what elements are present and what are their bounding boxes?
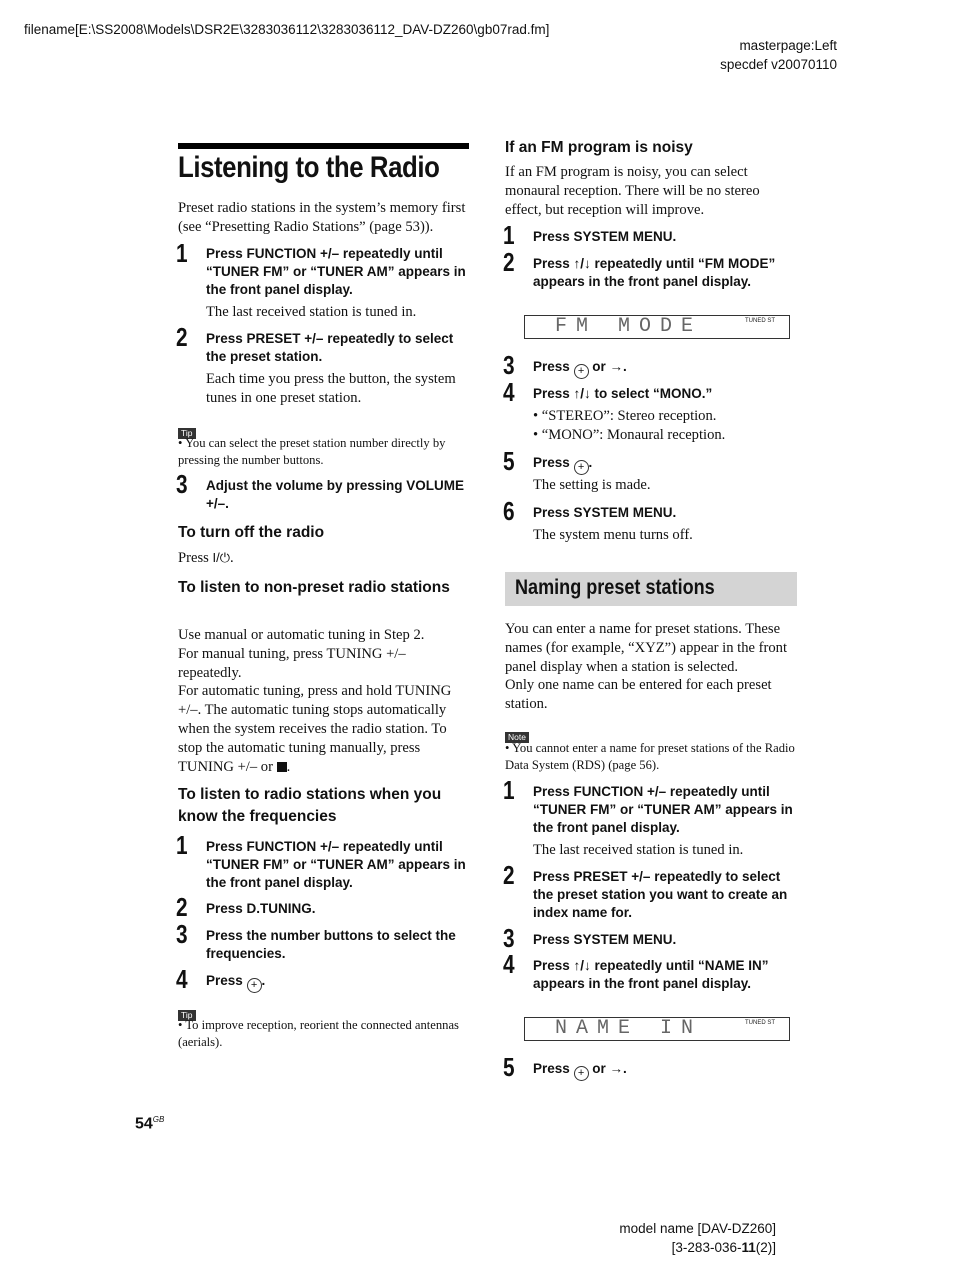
step-text: Press ↑/↓ repeatedly until “FM MODE” appears in the front panel display. [533,256,776,289]
step-number: 3 [176,919,188,949]
mode-option-stereo: • “STEREO”: Stereo reception. [533,408,717,424]
masterpage-label: masterpage:Left [739,38,837,53]
step-number: 1 [176,238,188,268]
title-rule [178,143,469,149]
step-number: 4 [176,964,188,994]
step-text: Press + . [533,455,593,473]
page-title: Listening to the Radio [178,151,440,184]
step-number: 4 [503,949,515,979]
section-header [505,572,797,606]
document-code: [3-283-036-11(2)] [671,1240,776,1255]
step-text: Press + . [206,973,266,991]
front-panel-display [524,315,790,339]
step-text: Press + or →. [533,1061,627,1079]
tip-badge: Tip [178,1005,196,1023]
step-text: Press FUNCTION +/– repeatedly until “TUNER FM” or “TUNER AM” appears in the front panel display. [206,246,466,297]
step-text: Press the number buttons to select the frequencies. [206,928,456,961]
naming-intro: You can enter a name for preset stations. These names (for example, “XYZ”) appear in the front panel display when a station is selected. Only one name can be entered for each preset station. [505,621,788,713]
step-number: 6 [503,496,515,526]
tip-text: • You can select the preset station number directly by pressing the number buttons. [178,436,446,467]
step-text: Press ↑/↓ repeatedly until “NAME IN” appears in the front panel display. [533,958,769,991]
step-number: 2 [176,892,188,922]
display-text: NAME IN [555,1017,703,1040]
filename-header: filename[E:\SS2008\Models\DSR2E\3283036112\3283036112_DAV-DZ260\gb07rad.fm] [24,22,550,37]
step-number: 2 [176,322,188,352]
front-panel-display [524,1017,790,1041]
step-number: 1 [503,220,515,250]
note-badge: Note [505,727,529,745]
enter-button-icon: + [247,978,262,993]
step-text: Press SYSTEM MENU. [533,505,677,520]
step-number: 2 [503,247,515,277]
intro-paragraph: Preset radio stations in the system’s memory first (see “Presetting Radio Stations” (page 53)). [178,200,466,235]
step-note: The setting is made. [533,477,651,493]
enter-button-icon: + [574,1066,589,1081]
step-number: 1 [176,830,188,860]
enter-button-icon: + [574,460,589,475]
step-note: The last received station is tuned in. [533,842,744,858]
step-text: Press SYSTEM MENU. [533,932,677,947]
frequencies-heading: To listen to radio stations when you know the frequencies [178,786,442,825]
step-text: Press PRESET +/– repeatedly to select the preset station you want to create an index name for. [533,869,788,920]
step-number: 1 [503,775,515,805]
step-text: Press FUNCTION +/– repeatedly until “TUNER FM” or “TUNER AM” appears in the front panel display. [533,784,793,835]
model-name: model name [DAV-DZ260] [619,1221,776,1236]
step-number: 5 [503,1052,515,1082]
page-number: $54^{GB}$ [135,1115,165,1133]
nonpreset-text: Use manual or automatic tuning in Step 2. For manual tuning, press TUNING +/– repeatedly. For automatic tuning, press and hold TUNING +/–. The automatic tuning stops automatically when the system receives the radio station. To stop the automatic tuning manually, press TUNING +/– or . [178,627,452,775]
step-note: The system menu turns off. [533,527,693,543]
mode-option-list [533,407,795,445]
enter-button-icon: + [574,364,589,379]
step-note: The last received station is tuned in. [206,304,417,320]
stop-icon [277,762,287,772]
tuned-st-indicator: TUNED ST [745,318,775,324]
step-number: 3 [503,350,515,380]
step-text: Press SYSTEM MENU. [533,229,677,244]
fm-noisy-heading: If an FM program is noisy [505,139,693,156]
step-number: 3 [176,469,188,499]
step-number: 3 [503,923,515,953]
step-number: 2 [503,860,515,890]
step-text: Press D.TUNING. [206,901,316,916]
specdef-label: specdef v20070110 [720,57,837,72]
step-text: Press PRESET +/– repeatedly to select the preset station. [206,331,454,364]
note-text: • You cannot enter a name for preset stations of the Radio Data System (RDS) (page 56). [505,741,795,772]
step-number: 5 [503,446,515,476]
step-number: 4 [503,377,515,407]
step-text: Press + or →. [533,359,627,377]
step-text: Press FUNCTION +/– repeatedly until “TUNER FM” or “TUNER AM” appears in the front panel display. [206,839,466,890]
section-title: Naming preset stations [515,576,715,599]
turn-off-text: Press I/⏻. [178,550,234,566]
step-text: Adjust the volume by pressing VOLUME +/–. [206,478,465,511]
step-note: Each time you press the button, the system tunes in one preset station. [206,371,456,406]
tip-badge: Tip [178,423,196,441]
tuned-st-indicator: TUNED ST [745,1020,775,1026]
step-text: Press ↑/↓ to select “MONO.” [533,386,713,401]
power-icon: I/⏻ [212,550,230,565]
fm-intro: If an FM program is noisy, you can select monaural reception. There will be no stereo effect, but reception will improve. [505,164,760,218]
turn-off-heading: To turn off the radio [178,524,325,541]
tip-text: • To improve reception, reorient the connected antennas (aerials). [178,1018,459,1049]
nonpreset-heading: To listen to non-preset radio stations [178,579,450,596]
mode-option-mono: • “MONO”: Monaural reception. [533,426,726,443]
display-text: FM MODE [555,315,703,338]
